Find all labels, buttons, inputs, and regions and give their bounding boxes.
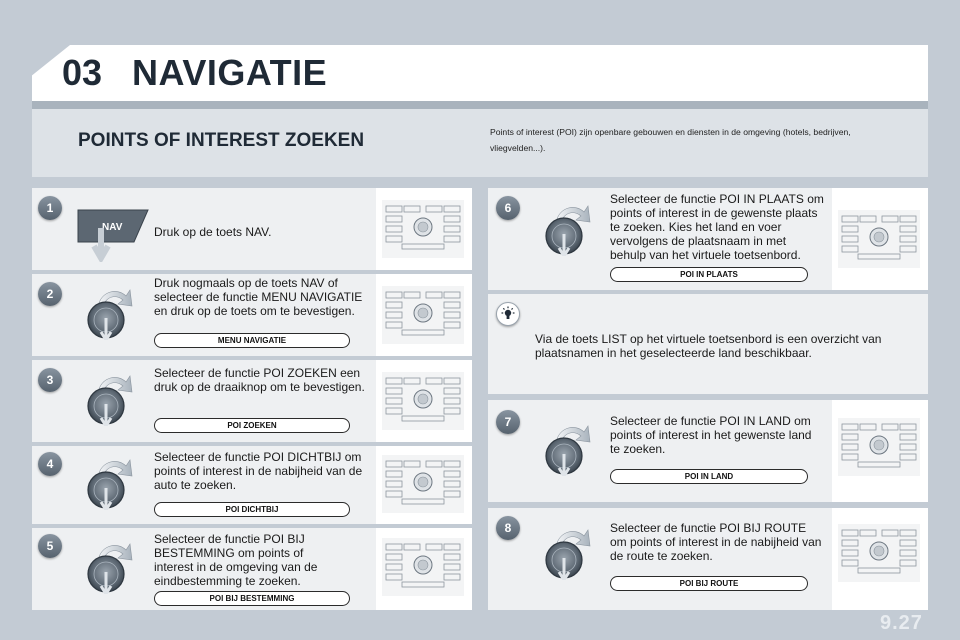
step-badge-6: 6 xyxy=(496,196,520,220)
step-badge-5: 5 xyxy=(38,534,62,558)
radio-panel-icon xyxy=(382,372,464,430)
radio-panel-icon xyxy=(382,286,464,344)
press-arrow-icon xyxy=(86,228,116,262)
rotary-knob-icon xyxy=(538,420,594,476)
step-text-2: Druk nogmaals op de toets NAV of selecteer de functie MENU NAVIGATIE en druk op de toets om te bevestigen. xyxy=(154,276,363,318)
page-number: 9.27 xyxy=(880,612,923,634)
note-text: Via de toets LIST op het virtuele toetsenbord is een overzicht van plaatsnamen in het geselecteerde land beschikbaar. xyxy=(535,332,882,360)
chapter-title: NAVIGATIE xyxy=(132,52,328,93)
poi-bij-bestemming-button[interactable]: POI BIJ BESTEMMING xyxy=(154,591,350,606)
lightbulb-icon xyxy=(496,302,520,326)
poi-dichtbij-button[interactable]: POI DICHTBIJ xyxy=(154,502,350,517)
step-text-8: Selecteer de functie POI BIJ ROUTE om points of interest in de nabijheid van de route te zoeken. xyxy=(610,521,822,563)
rotary-knob-icon xyxy=(80,284,136,340)
step-badge-8: 8 xyxy=(496,516,520,540)
poi-zoeken-button[interactable]: POI ZOEKEN xyxy=(154,418,350,433)
rotary-knob-icon xyxy=(80,370,136,426)
step-badge-4: 4 xyxy=(38,452,62,476)
step-text-4: Selecteer de functie POI DICHTBIJ om points of interest in de nabijheid van de auto te zoeken. xyxy=(154,450,363,492)
menu-navigatie-button[interactable]: MENU NAVIGATIE xyxy=(154,333,350,348)
section-intro: Points of interest (POI) zijn openbare gebouwen en diensten in de omgeving (hotels, bedrijven, vliegvelden...). xyxy=(490,127,851,153)
step-text-3: Selecteer de functie POI ZOEKEN een druk op de draaiknop om te bevestigen. xyxy=(154,366,365,394)
header-strip xyxy=(32,101,928,109)
step-text-6: Selecteer de functie POI IN PLAATS om points of interest in de gewenste plaats te zoeken. Kies het land en voer vervolgens de plaatsnaam in met behulp van het virtuele toetsenbord. xyxy=(610,192,824,262)
poi-bij-route-button[interactable]: POI BIJ ROUTE xyxy=(610,576,808,591)
step-badge-7: 7 xyxy=(496,410,520,434)
step-text-1: Druk op de toets NAV. xyxy=(154,225,272,239)
radio-panel-icon xyxy=(382,455,464,513)
step-badge-3: 3 xyxy=(38,368,62,392)
rotary-knob-icon xyxy=(80,454,136,510)
radio-panel-icon xyxy=(838,524,920,582)
step-badge-2: 2 xyxy=(38,282,62,306)
chapter-number: 03 xyxy=(62,52,103,93)
rotary-knob-icon xyxy=(538,200,594,256)
svg-text:NAV: NAV xyxy=(102,222,123,233)
section-title: POINTS OF INTEREST ZOEKEN xyxy=(78,130,365,151)
radio-panel-icon xyxy=(838,210,920,268)
poi-in-land-button[interactable]: POI IN LAND xyxy=(610,469,808,484)
rotary-knob-icon xyxy=(80,538,136,594)
step-text-5: Selecteer de functie POI BIJ BESTEMMING om points of interest in de omgeving van de eindbestemming te zoeken. xyxy=(154,532,318,588)
poi-in-plaats-button[interactable]: POI IN PLAATS xyxy=(610,267,808,282)
radio-panel-icon xyxy=(838,418,920,476)
rotary-knob-icon xyxy=(538,524,594,580)
radio-panel-icon xyxy=(382,200,464,258)
radio-panel-icon xyxy=(382,538,464,596)
step-text-7: Selecteer de functie POI IN LAND om points of interest in het gewenste land te zoeken. xyxy=(610,414,812,456)
step-badge-1: 1 xyxy=(38,196,62,220)
